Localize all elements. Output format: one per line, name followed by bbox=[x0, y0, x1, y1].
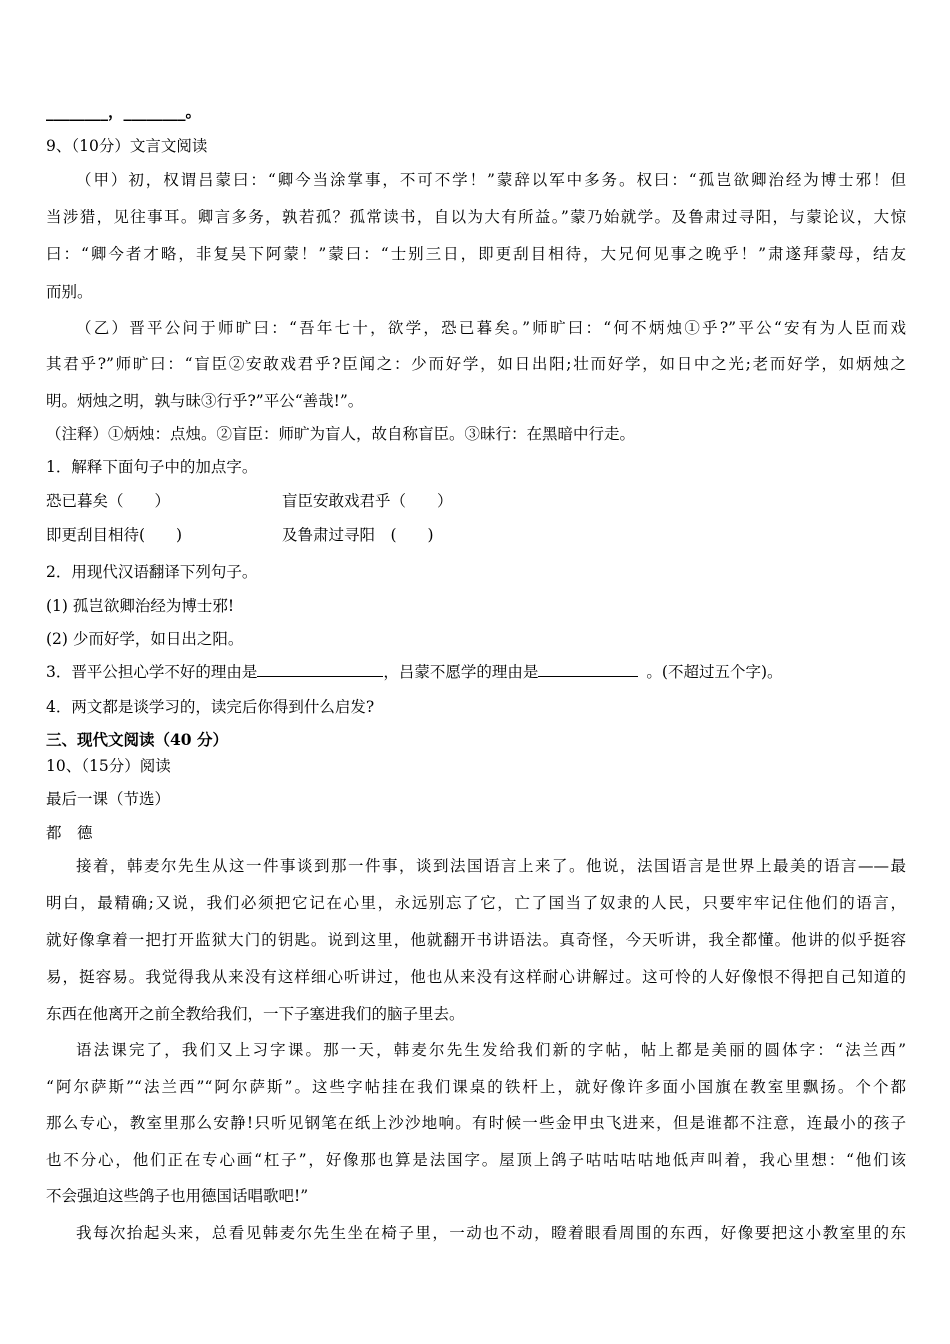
jia-line: 而别。 bbox=[46, 283, 93, 301]
paragraph-line: 易，挺容易。我觉得我从来没有这样细心听讲过，他也从来没有这样耐心讲解过。这可怜的人好像恨不得把自己知道的 bbox=[46, 968, 906, 986]
jia-line: 当涉猎，见往事耳。卿言多务，孰若孤？孤常读书，自以为大有所益。”蒙乃始就学。及鲁肃过寻阳，与蒙论议，大惊 bbox=[46, 208, 906, 226]
jia-line: 曰：“卿今者才略，非复吴下阿蒙！”蒙曰：“士别三日，即更刮目相待，大兄何见事之晚乎！”肃遂拜蒙母，结友 bbox=[46, 245, 906, 263]
paragraph-line: 那么专心，教室里那么安静!只听见钢笔在纸上沙沙地响。有时候一些金甲虫飞进来，但是谁都不注意，连最小的孩子 bbox=[46, 1114, 906, 1132]
yi-line: 明。炳烛之明，孰与昧③行乎?”平公“善哉!”。 bbox=[46, 392, 364, 410]
subquestion-2: 2．用现代汉语翻译下列句子。 bbox=[46, 563, 258, 581]
paragraph-line: “阿尔萨斯”“法兰西”“阿尔萨斯”。这些字帖挂在我们课桌的铁杆上，就好像许多面小国旗在教室里飘扬。个个都 bbox=[46, 1078, 906, 1096]
yi-line: 其君乎?”师旷曰：“盲臣②安敢戏君乎?臣闻之：少而好学，如日出阳;壮而好学，如日中之光;老而好学，如炳烛之 bbox=[46, 355, 906, 373]
s1-item: 盲臣安敢戏君乎（ ） bbox=[282, 492, 453, 510]
paragraph-line: 接着，韩麦尔先生从这一件事谈到那一件事，谈到法国语言上来了。他说，法国语言是世界上最美的语言——最 bbox=[76, 857, 906, 875]
jia-line: （甲）初，权谓吕蒙曰：“卿今当涂掌事，不可不学！”蒙辞以军中多务。权曰：“孤岂欲卿治经为博士邪！但 bbox=[76, 171, 906, 189]
q10-title: 10、（15分）阅读 bbox=[46, 757, 171, 775]
subquestion-1: 1．解释下面句子中的加点字。 bbox=[46, 458, 258, 476]
annotation-note: （注释）①炳烛：点烛。②盲臣：师旷为盲人，故自称盲臣。③昧行：在黑暗中行走。 bbox=[46, 425, 636, 443]
q9-title: 9、（10分）文言文阅读 bbox=[46, 137, 208, 155]
s1-item: 及鲁肃过寻阳 ( ) bbox=[282, 526, 434, 544]
s3-text-b: ，吕蒙不愿学的理由是 bbox=[383, 663, 539, 681]
s3-text-a: 3．晋平公担心学不好的理由是 bbox=[46, 663, 258, 681]
article-title: 最后一课（节选） bbox=[46, 790, 171, 808]
answer-blank-line: ________，________。 bbox=[46, 102, 202, 121]
s3-text-c: 。(不超过五个字)。 bbox=[646, 663, 783, 681]
s2-item: (2) 少而好学，如日出之阳。 bbox=[46, 630, 244, 648]
paragraph-line: 我每次抬起头来，总看见韩麦尔先生坐在椅子里，一动也不动，瞪着眼看周围的东西，好像要把这小教室里的东 bbox=[76, 1224, 906, 1242]
paragraph-line: 就好像拿着一把打开监狱大门的钥匙。说到这里，他就翻开书讲语法。真奇怪，今天听讲，我全都懂。他讲的似乎挺容 bbox=[46, 931, 906, 949]
article-author: 都 德 bbox=[46, 824, 93, 842]
answer-blank[interactable] bbox=[538, 661, 638, 677]
s2-item: (1) 孤岂欲卿治经为博士邪! bbox=[46, 597, 235, 615]
yi-line: （乙）晋平公问于师旷曰：“吾年七十，欲学，恐已暮矣。”师旷曰：“何不炳烛①乎?”平公“安有为人臣而戏 bbox=[76, 319, 906, 337]
subquestion-4: 4．两文都是谈学习的，读完后你得到什么启发? bbox=[46, 698, 375, 716]
paragraph-line: 也不分心，他们正在专心画“杠子”，好像那也算是法国字。屋顶上鸽子咕咕咕咕地低声叫着，我心里想：“他们该 bbox=[46, 1151, 906, 1169]
answer-blank[interactable] bbox=[257, 661, 383, 677]
paragraph-line: 明白，最精确;又说，我们必须把它记在心里，永远别忘了它，亡了国当了奴隶的人民，只要牢牢记住他们的语言， bbox=[46, 894, 906, 912]
s1-item: 恐已暮矣（ ） bbox=[46, 492, 171, 510]
subquestion-3 bbox=[46, 661, 906, 683]
section-heading: 三、现代文阅读（40 分） bbox=[46, 730, 228, 749]
paragraph-line: 语法课完了，我们又上习字课。那一天，韩麦尔先生发给我们新的字帖，帖上都是美丽的圆体字：“法兰西” bbox=[76, 1041, 906, 1059]
s1-item: 即更刮目相待( ) bbox=[46, 526, 183, 544]
paragraph-line: 不会强迫这些鸽子也用德国话唱歌吧!” bbox=[46, 1187, 309, 1205]
paragraph-line: 东西在他离开之前全教给我们，一下子塞进我们的脑子里去。 bbox=[46, 1005, 465, 1023]
